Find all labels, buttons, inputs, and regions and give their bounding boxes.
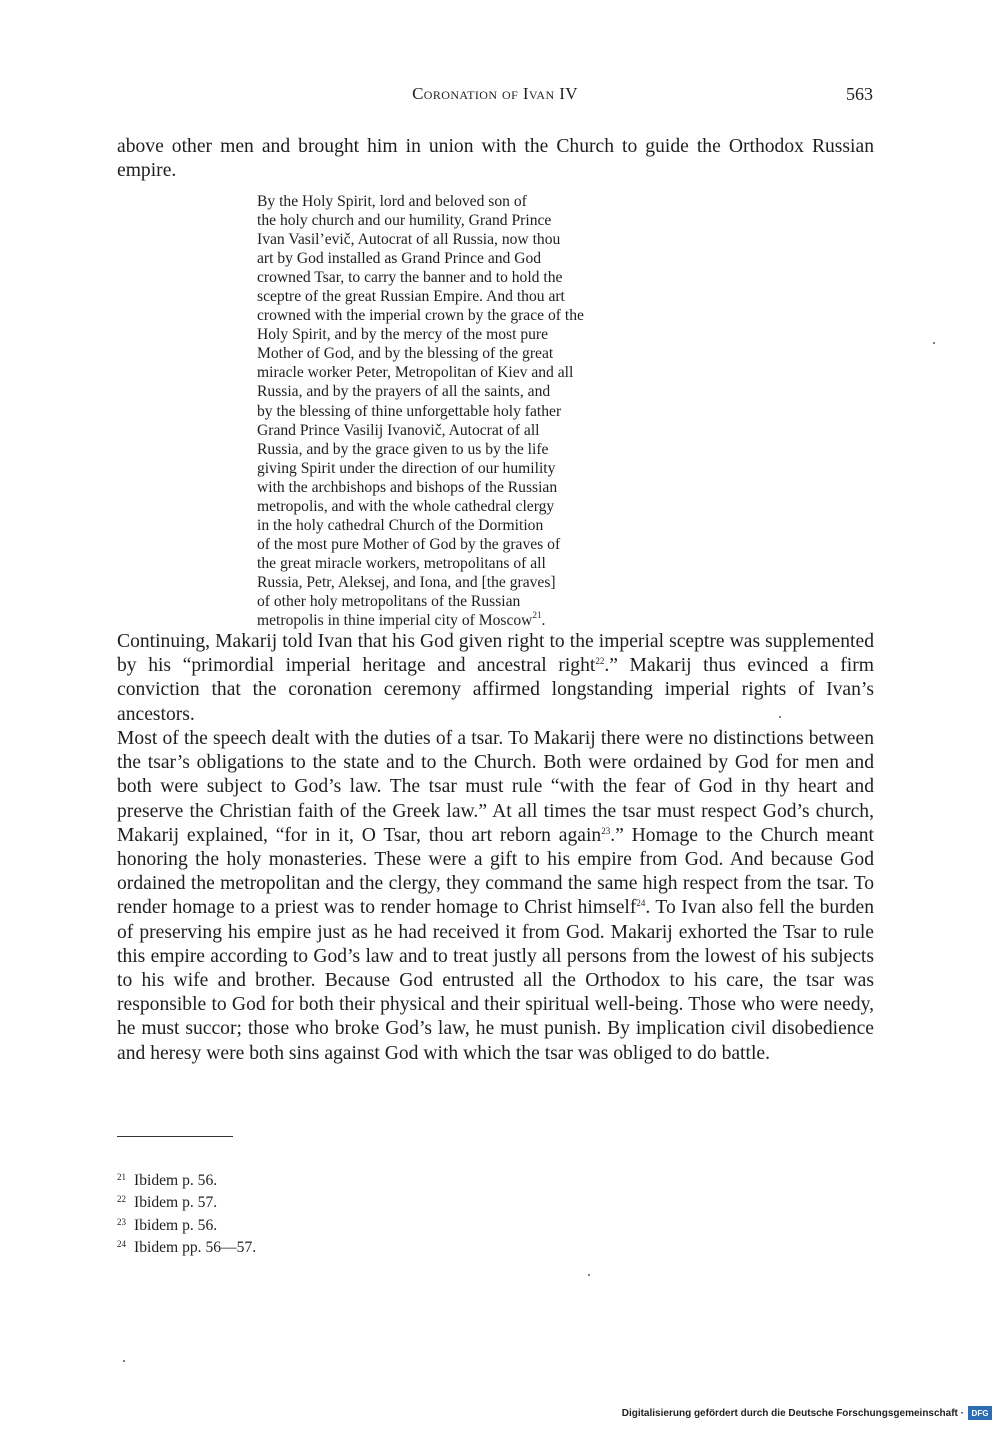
quote-line: sceptre of the great Russian Empire. And thou art (257, 288, 565, 306)
paragraph-duties (117, 727, 874, 1066)
footnote-item (117, 1235, 256, 1257)
footnote-ref-21[interactable]: 21 (532, 610, 542, 621)
running-head (117, 84, 873, 110)
quote-line: By the Holy Spirit, lord and beloved son of (257, 193, 527, 210)
paragraph-text: Continuing, Makarij told Ivan that his God given right to the imperial sceptre was supplemented by his “primordial imperial heritage and ancestral right (117, 631, 874, 677)
quote-line: metropolis, and with the whole cathedral clergy (257, 497, 555, 515)
quote-line: the great miracle workers, metropolitans of all (257, 554, 546, 572)
running-title: Coronation of Ivan IV (412, 84, 578, 103)
paragraph-continuing (117, 630, 874, 727)
quote-line: miracle worker Peter, Metropolitan of Kiev and all (257, 364, 574, 382)
quote-line: in the holy cathedral Church of the Dormition (257, 516, 544, 534)
scan-speck (123, 1360, 125, 1362)
footnote-item (117, 1168, 256, 1190)
quote-line: giving Spirit under the direction of our humility (257, 459, 556, 477)
paragraph-text: .” Homage to the Church meant honoring the holy monasteries. These were a gift to his empire from God. And because God ordained the metropolitan and the clergy, they command the same high respect from the tsar. To render homage to a priest was to render homage to Christ himself (117, 824, 874, 919)
quote-line: art by God installed as Grand Prince and God (257, 250, 542, 268)
quote-line: Ivan Vasil’evič, Autocrat of all Russia, now thou (257, 231, 561, 249)
scan-speck (779, 716, 781, 718)
footnote-text: Ibidem pp. 56—57. (134, 1239, 257, 1257)
block-quote (257, 192, 697, 630)
quote-line: of other holy metropolitans of the Russian (257, 592, 521, 610)
footnote-text: Ibidem p. 56. (134, 1172, 218, 1189)
quote-line: Holy Spirit, and by the mercy of the most pure (257, 326, 549, 344)
paragraph-text: .” Makarij thus evinced a firm conviction that the coronation ceremony affirmed longstanding imperial rights of Ivan’s ancestors. (117, 655, 874, 725)
quote-line: Russia, Petr, Aleksej, and Iona, and [the graves] (257, 573, 556, 591)
quote-line: with the archbishops and bishops of the Russian (257, 478, 558, 496)
quote-last-line-text: metropolis in thine imperial city of Moscow (257, 612, 533, 630)
footnote-item (117, 1213, 256, 1235)
quote-line: Russia, and by the grace given to us by the life (257, 440, 549, 458)
page-number: 563 (846, 84, 873, 104)
footnote-number: 21 (117, 1172, 126, 1182)
paragraph-text: Most of the speech dealt with the duties of a tsar. To Makarij there were no distinctions between the tsar’s obligations to the state and to the Church. Both were ordained by God for men and both were subject to God’s law. The tsar must rule “with the fear of God in thy heart and preserve the Christian faith of the Greek law.” At all times the tsar must respect God’s church, Makarij explained, “for in it, O Tsar, thou art reborn again (117, 728, 874, 846)
quote-line: Russia, and by the prayers of all the saints, and (257, 383, 551, 401)
quote-line: by the blessing of thine unforgettable holy father (257, 402, 562, 420)
quote-line: crowned with the imperial crown by the grace of the (257, 307, 584, 325)
footnote-item (117, 1190, 256, 1212)
quote-line: Mother of God, and by the blessing of the great (257, 345, 554, 363)
scan-speck (588, 1274, 590, 1276)
quote-line: the holy church and our humility, Grand Prince (257, 212, 552, 230)
footnotes-list (117, 1168, 256, 1258)
credit-text: Digitalisierung gefördert durch die Deutsche Forschungsgemeinschaft · (621, 1407, 964, 1419)
dfg-logo: DFG (968, 1406, 992, 1420)
quote-last-line (257, 611, 697, 630)
paragraph-intro: above other men and brought him in union with the Church to guide the Orthodox Russian empire. (117, 136, 874, 182)
digitization-credit (622, 1402, 992, 1424)
footnote-number: 24 (117, 1239, 126, 1250)
quote-line: of the most pure Mother of God by the graves of (257, 535, 561, 553)
footnote-ref-24[interactable]: 24 (636, 898, 646, 909)
footnote-text: Ibidem p. 57. (134, 1194, 218, 1212)
footnote-number: 22 (117, 1194, 126, 1205)
footnote-text: Ibidem p. 56. (134, 1216, 218, 1234)
quote-line: crowned Tsar, to carry the banner and to hold the (257, 269, 563, 287)
footnote-ref-23[interactable]: 23 (601, 825, 611, 836)
quote-last-punct: . (541, 612, 546, 630)
footnote-ref-22[interactable]: 22 (595, 656, 605, 667)
quote-line: Grand Prince Vasilij Ivanovič, Autocrat of all (257, 421, 540, 439)
paragraph-text: . To Ivan also fell the burden of preserving his empire just as he had received it from God. Makarij exhorted the Tsar to rule this empire according to God’s law and to treat justly all persons from the lowest of his subjects to his wife and brother. Because God entrusted all the Orthodox to his care, the tsar was responsible to God for both their physical and their spiritual well-being. Those who were needy, he must succor; those who broke God’s law, he must punish. By implication civil disobedience and heresy were both sins against God with which the tsar was obliged to do battle. (117, 897, 874, 1064)
footnote-divider (117, 1136, 233, 1137)
footnote-number: 23 (117, 1216, 126, 1227)
scan-speck (933, 342, 935, 344)
